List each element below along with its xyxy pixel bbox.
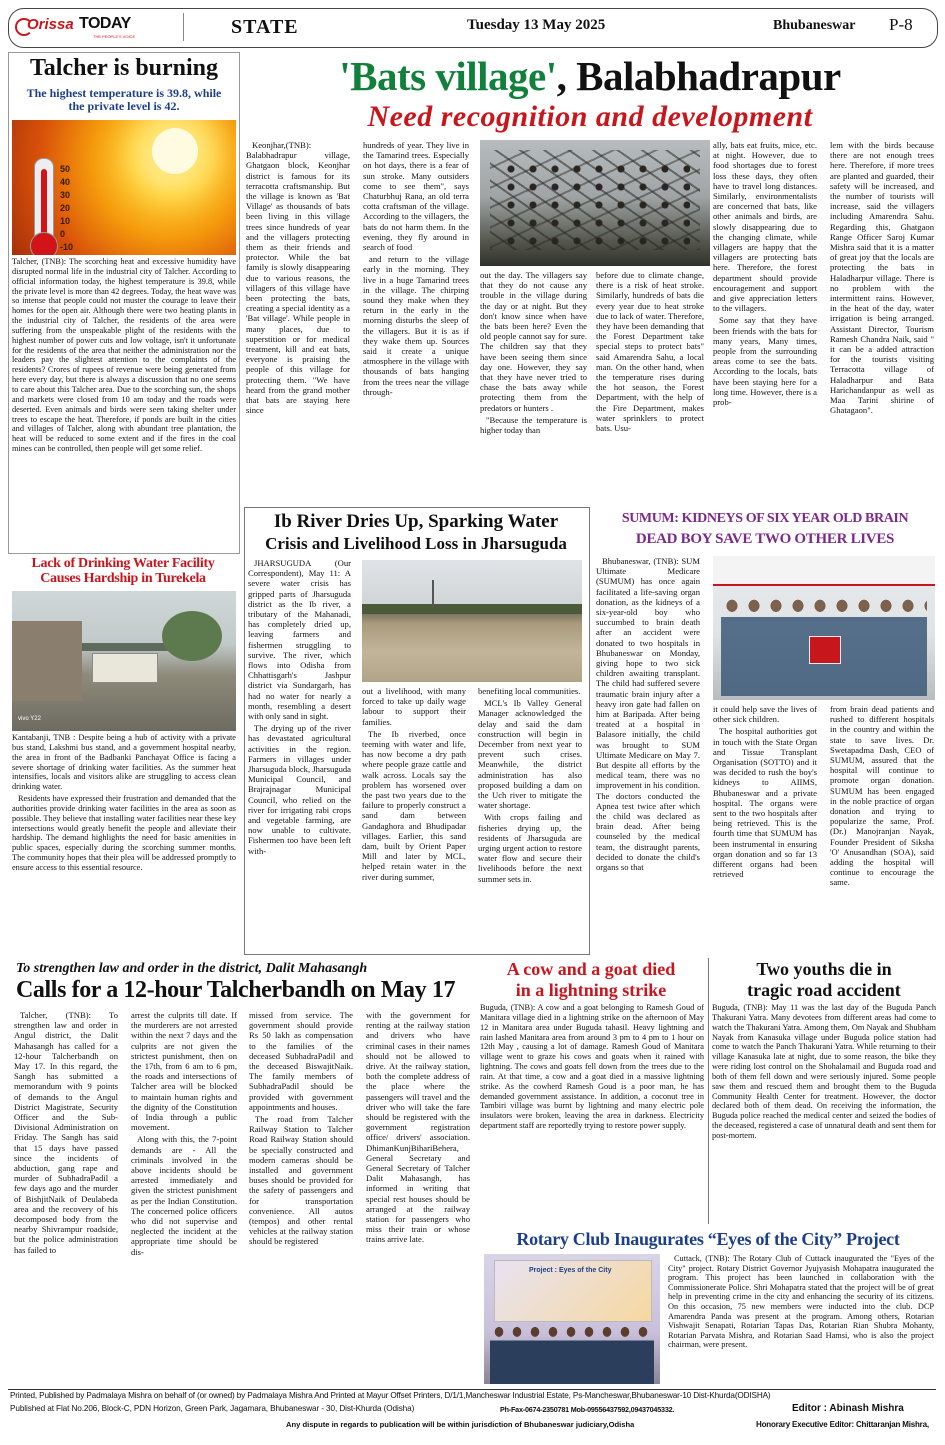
masthead: [8, 8, 938, 48]
footer-jurisdiction: Any dispute in regards to publication will be within jurisdiction of Bhubaneswar judiciary,Odisha: [286, 1420, 635, 1429]
thermometer-scale-label: 10: [60, 216, 71, 226]
bandh-paragraph: arrest the culprits till date. If the murderers are not arrested within the next 7 days and the culprits are not given the strictest punishment, then on the 17th, from 6 am to 6 pm, the roads and intersections of Talcher area will be blocked to maintain human rights and the dignity of the Constitution of India through a public movement.: [131, 1010, 237, 1133]
ib-paragraph: The Ib riverbed, once teeming with water and life, has now become a dry path where people graze cattle and walk across. Locals say the problem has worsened over the past two years due to the failure to properly construct a sand dam between Gandaghora and Bhudipadar villages. Earlier, this sand dam, built by Orient Paper Mill and later by MCL, helped retain water in the river during summer,: [362, 728, 466, 882]
photo-banner: [713, 556, 935, 586]
bandh-paragraph: Talcher, (TNB): To strengthen law and order in Angul district, the Dalit Mahasangh has called for a 12-hour Talcherbandh on May 17. In this regard, the Sangh has submitted a memorandum with 9 points of demands to the Angul District Magistrate, Security Officer and the Sub-Divisional Administration on Friday. The Sangh has said that 15 days have passed since the incidents of abduction, gang rape and murder of SubhadraPadil a few days ago and the murder of BishjitNaik of Deulabeda area and the recovery of his decomposed body from the nearby Shivrampur roadside, but the police administration has failed to: [14, 1010, 118, 1255]
photo-tower: [432, 580, 434, 608]
bats-col-4: [596, 270, 704, 502]
sumum-headline-1: SUMUM: KIDNEYS OF SIX YEAR OLD BRAIN: [621, 511, 909, 526]
youths-headline-1: Two youths die in: [756, 959, 892, 979]
ib-paragraph: With crops failing and fisheries drying up, the residents of Jharsuguda are urging urgent action to restore water flow and secure their livelihoods before the next summer sets in.: [478, 812, 582, 884]
bats-paragraph: "Because the temperature is higher today than: [480, 414, 587, 436]
bats-paragraph: before due to climate change, there is a risk of heat stroke. Similarly, hundreds of bats die every year due to heat stroke due to lack of water. Therefore, they have been demanding that the Forest Department take special steps to protect bats" said Amarendra Sahu, a local man. On the other hand, when the temperature rises during the hot season, the Forest Department, with the help of the Fire Department, makes water sprinklers to protect bats. Usu-: [596, 270, 704, 434]
bandh-paragraph: Along with this, the 7-point demands are - All the criminals involved in the above incidents should be arrested immediately and given the strictest punishment as per the Indian Constitution. The concerned police officers who did not supervise and neglected the incident at the appropriate time should be dis-: [131, 1134, 237, 1257]
bats-col-1: [246, 140, 350, 500]
rotary-headline: Rotary Club Inaugurates “Eyes of the City” Project: [516, 1229, 900, 1249]
bats-paragraph: hundreds of year. They live in the Tamarind trees. Especially on hot days, there is a fear of sun stroke. Many outsiders come to see them", says Chaturbhuj Rana, an old terra cotta craftsman of the village. According to the villagers, the bats do not harm them. In the evening, they fly around in search of food: [363, 140, 469, 253]
bats-col-3: [480, 270, 587, 502]
footer-rule: [8, 1389, 936, 1390]
masthead-divider: [183, 13, 184, 41]
talcher-subheadline: The highest temperature is 39.8, while the private level is 42.: [26, 86, 222, 113]
thermometer-scale-label: 20: [60, 203, 71, 213]
bandh-col-4: [366, 1010, 470, 1384]
photo-tree: [162, 611, 222, 661]
turekela-paragraph: Kantabanji, TNB : Despite being a hub of activity with a private bus stand, Lakshmi bus stand, and a government hospital nearby, the area in front of the Badbanki Panchayat Office is facing a severe shortage of drinking water facilities. As the summer heat intensifies, locals and visitors alike are struggling to access clean drinking water.: [12, 733, 236, 792]
heat-thermometer-photo: [12, 120, 236, 255]
ib-col-1: [248, 558, 351, 950]
footer-phone: Ph-Fax-0674-2350781 Mob-09556437592,09437045332.: [500, 1405, 675, 1414]
rotary-people: [490, 1322, 654, 1384]
bandh-paragraph: missed from service. The government should provide Rs 50 lakh as compensation to the families of the deceased SubhadraPadil and the deceased BiswajitNaik. The family members of SubhadraPadil should be provided with government appointments and houses.: [249, 1010, 353, 1112]
bats-paragraph: out the day. The villagers say that they do not cause any trouble in the village during the day or at night. But they don't know since when have the bats been here? Even the old people cannot say for sure. The children say that they have been seeing them since day one. However, they say that they have never tried to chase the bats away while protecting them from the predators or hunters .: [480, 270, 587, 413]
logo: [15, 14, 163, 40]
cow-headline-2: in a lightning strike: [515, 980, 667, 1000]
bats-headline-black: , Balabhadrapur: [556, 53, 841, 99]
rotary-body: [668, 1254, 934, 1386]
bats-headline: [244, 53, 936, 99]
youths-headline-2: tragic road accident: [747, 980, 901, 1000]
sumum-paragraph: The hospital authorities got in touch with the State Organ and Tissue Transplant Organisation (SOTTO) and it was decided to rush the boy's kidneys to AIIMS, Bhubaneswar and a private hospital. The organs were sent to the two hospitals after being retrieved. This is the fourth time that SUMUM has been instrumental in ensuring organ donation and so far 13 different organs had been retrieved: [713, 726, 817, 880]
sumum-paragraph: it could help save the lives of other sick children.: [713, 704, 817, 725]
ib-headline-2: Crisis and Livelihood Loss in Jharsuguda: [265, 534, 567, 553]
thermometer-scale-label: 30: [60, 190, 71, 200]
photo-bus: [92, 653, 158, 683]
bats-col-5: [713, 140, 817, 502]
rotary-event-photo: [484, 1254, 660, 1384]
hanging-bats: [500, 160, 690, 250]
thermometer-scale-label: 40: [60, 177, 71, 187]
ib-paragraph: MCL's Ib Valley General Manager acknowledged the delay and said the dam construction will begin in December from next year to prevent such crises. Meanwhile, the district administration has also proposed building a dam on the Uch river to mitigate the water shortage.: [478, 698, 582, 811]
sumum-col-1: [596, 556, 700, 952]
ib-headline-1: Ib River Dries Up, Sparking Water: [273, 511, 559, 532]
turekela-headline: Lack of Drinking Water Facility Causes Hardship in Turekela: [31, 556, 215, 586]
talcher-headline: Talcher is burning: [29, 55, 219, 81]
ib-paragraph: out a livelihood, with many forced to take up daily wage labour to support their families.: [362, 686, 466, 727]
logo-orissa: Orissa: [27, 16, 74, 33]
thermometer-scale-label: -10: [60, 242, 74, 252]
bandh-col-1: [14, 1010, 118, 1384]
section-label: STATE: [231, 16, 299, 38]
organ-box: [809, 636, 841, 664]
cow-headline-1: A cow and a goat died: [506, 959, 676, 979]
youths-body: [712, 1003, 936, 1223]
bandh-col-3: [249, 1010, 353, 1384]
sumum-col-3: [830, 704, 934, 952]
turekela-paragraph: Residents have expressed their frustration and demanded that the authorities provide drinking water facilities in the area as soon as possible. They believe that installing water facilities near these key intersections would greatly benefit the people and alleviate their hardship. The demand highlights the need for basic amenities in public spaces, especially during the scorching summer months. The community hopes that their plea will be addressed promptly to ensure access to this essential resource.: [12, 794, 236, 872]
footer-honorary-editor: Honorary Executive Editor: Chittaranjan Mishra,: [756, 1420, 929, 1429]
footer-printer-line: Printed, Published by Padmalaya Mishra on behalf of (or owned) by Padmalaya Mishra And Printed at Mayur Offset Printers, D/1/1,Mancheswar Industrial Estate, Ps-Mancheswar,Bhubaneswar-10 Dist-Khurda(ODISHA): [10, 1391, 771, 1400]
thermometer-scale-label: 0: [60, 229, 66, 239]
youths-paragraph: Buguda, (TNB): May 11 was the last day of the Buguda Panch Thakurani Yatra. Many devotees from different areas had come to watch the Thakurani Yatra. Among them, Om Nayak and Shubham Nayak from Kanasuka village under Buguda police station had come to watch the Panch Thakurani Yatra. While returning to their village Kanasuka late at night, due to some reason, the bike they were riding lost control on the Shohalamail and Buguda road and both of them fell down and were seriously injured. Some people saw them and rescued them and brought them to the Buguda Community Health Center for treatment. However, the doctor declared both of them dead. On receiving the information, the Buguda police reached the medical center and seized the bodies of the deceased, registered a case of unnatural death and sent them for post-mortem.: [712, 1003, 936, 1140]
page-number: P-8: [889, 15, 913, 34]
bandh-headline: Calls for a 12-hour Talcherbandh on May 17: [16, 977, 456, 1003]
photo-far-trees: [362, 604, 582, 614]
rotary-paragraph: Cuttack, (TNB): The Rotary Club of Cuttack inaugurated the "Eyes of the City" project. Rotary District Governor Jyujyasish Mohapatra inaugurated the program. This project has been launched in collaboration with the Commissionerate Police. Shri Mohapatra stated that the project will be of great help in preventing crime in the city and enhancing the security of its citizens. On this occasion, 75 new members were inducted into the club. DCP Amarendra Panda was present at the program. Among others, Rotarian Vishwajit Senapati, Rotarian Tapas Das, Rotarian Rian Shubra Mohanty, Rotarian Parvata Mishra, and Rotarian Saad Hamsi, who is also the project chairman, were present.: [668, 1254, 934, 1350]
rotary-banner: [494, 1260, 652, 1322]
photo-building: [12, 621, 82, 701]
bandh-paragraph: with the government for renting at the railway station and drivers who have criminal cases in their names should not be allowed to drive. At the railway station, both the complete address of the place where the passengers will travel and the driver who will take the fare should be registered with the government registration office/ drivers' association. DhimanKunjBihariBehera, General Secretary and General Secretary of Talcher Dalit Mahasangh, has informed in writing that special rest houses should be arranged at the railway station for passengers who miss their train or whose trains arrive late.: [366, 1010, 470, 1245]
sumum-headline-2: DEAD BOY SAVE TWO OTHER LIVES: [635, 531, 895, 547]
talcher-body: [12, 257, 236, 549]
bats-paragraph: and return to the village early in the morning. They live in a huge Tamarind trees in the village. The chirping sound they make when they return in the early in the morning disturbs the sleep of the villagers. But it is as if they wake them up. Sources said it create a unique atmosphere in the village with thousands of bats hanging from the trees near the village through-: [363, 254, 469, 397]
ib-col-3: [478, 686, 582, 950]
ib-col-2: [362, 686, 466, 950]
ib-paragraph: JHARSUGUDA (Our Correspondent), May 11: A severe water crisis has gripped parts of Jharsuguda district as the Ib river, a tributary of the Mahanadi, has completely dried up, leaving farmers and fishermen struggling to survive. The river, which flows into Odisha from Chhattisgarh's Jashpur district via Sundargarh, has had no water for nearly a month, resembling a desert with only sand in sight.: [248, 558, 351, 722]
bats-paragraph: Keonjhar,(TNB): Balabhadrapur village, Ghatgaon block, Keonjhar district is famous for its terracotta craftsmanship. But the village is known as 'Bat Village' as thousands of bats been living in this village trees since hundreds of year and the villagers protecting them as their friends and protector. While the bat family is slowly disappearing due to various reasons, the villagers of this village have been protecting the bats, creating a special identity as a 'Bat village'. While people in many places, due to superstition or for medical treatment, kill and eat bats, everyone is praising the people of this village for protecting them. "We have heard from the grand mother that bats are staying here since: [246, 140, 350, 416]
cow-paragraph: Buguda, (TNB): A cow and a goat belonging to Ramesh Goud of Manitara village died in a lightning strike on the afternoon of May 12 in Manitara area under Buguda tahasil. Heavy lightning and rain lashed Manitara area from around 3 pm to 4 pm to 1 hour on 12th May , causing a lot of damage. Ramesh Goud of Manitara village went to graze his cows and goats when it rained with lightning. The cows and goats fell down from the trees due to the rain. At that time, a cow and a goat died in a massive lightning strike. As the cowherd Ramesh Goud is a poor man, he has demanded government assistance. In addition, a coconut tree in Tambiri village was burnt by lightning and many electric pole insulators were broken, leaving the area in darkness. Electricity department staff are reportedly trying to restore power supply.: [480, 1003, 704, 1131]
logo-tagline: THE PEOPLE'S VOICE: [93, 34, 136, 39]
sumum-col-2: [713, 704, 817, 952]
bats-tree-photo: [480, 140, 710, 266]
footer-editor: Editor : Abinash Mishra: [792, 1403, 904, 1414]
bats-headline-green: 'Bats village': [339, 53, 557, 99]
ib-paragraph: benefiting local communities.: [478, 686, 581, 696]
sumum-paragraph: from brain dead patients and rushed to different hospitals in the country and within the state to save lives. Dr. Swetapadma Dash, CEO of SUMUM, assured that the hospital will continue to promote organ donation. SUMUM has been engaged in the noble practice of organ donation and trying to popularize the same, Prof. (Dr.) Manojranjan Nayak, Founder President of Siksha 'O' Anusandhan (SOA), said adding the hospital will continue to encourage the same.: [830, 704, 934, 888]
cow-divider: [708, 958, 709, 1224]
issue-date: Tuesday 13 May 2025: [467, 17, 606, 33]
sumum-paragraph: Bhubaneswar, (TNB): SUM Ultimate Medicare (SUMUM) has once again facilitated a life-saving organ donation, as the kidneys of a six-year-old boy who succumbed to brain death after an accident were donated to two hospitals in Bhubaneswar on Monday, giving hope to two sick children awaiting transplant. The child had suffered severe traumatic brain injury after a heavy iron gate had fallen on him at Baripada. After being treated at a hospital in Balasore initially, the child was brought to SUM Ultimate Medicare on May 7. But despite all efforts by the medical team, there was no improvement in his condition. The doctors conducted the Apnea test twice after which the child was declared as brain dead. After being counseled by the medical team, the distraught parents, decided to donate the child's organs so that: [596, 556, 700, 873]
sumum-team-photo: [713, 556, 935, 700]
bats-col-6: [830, 140, 934, 502]
logo-today: TODAY: [79, 15, 131, 32]
bats-subheadline: Need recognition and development: [367, 100, 813, 133]
ib-paragraph: The drying up of the river has devastated agricultural activities in the region. Farmers in villages under Jharsuguda block, Jharsuguda Municipal Council, and Brajrajnagar Municipal Council, who relied on the river for irrigating rabi crops and vegetable farming, are now unable to cultivate. Fishermen too have been left with-: [248, 723, 351, 856]
turekela-body: [12, 733, 236, 955]
bats-paragraph: Some say that they have been friends with the bats for many years, Many times, people from the surrounding areas come to see the bats. According to the locals, bats have been staying here for a long time. However, there is a prob-: [713, 315, 817, 408]
sun-glow: [152, 128, 198, 174]
photo-camera-tag: vivo Y22: [18, 716, 41, 722]
bats-paragraph: ally, bats eat fruits, mice, etc. at night. However, due to food shortages due to forest loss these days, they often have to travel long distances. Similarly, environmentalists are concerned that bats, like other animals and birds, are slowly disappearing due to the changing climate, while villagers are happy that the villagers are protecting bats here. Therefore, the forest department should provide encouragement and support and give appreciation letters to the villagers.: [713, 140, 817, 314]
city-label: Bhubaneswar: [773, 18, 856, 33]
bandh-kicker: To strengthen law and order in the district, Dalit Mahasangh: [16, 961, 368, 976]
bats-col-2: [363, 140, 469, 500]
footer-publisher-line: Published at Flat No.206, Block-C, PDN Horizon, Green Park, Jagamara, Bhubaneswar - 30, Dist-Khurda (Odisha): [10, 1404, 415, 1413]
thermometer-scale-label: 50: [60, 164, 71, 174]
bandh-col-2: [131, 1010, 237, 1384]
dry-riverbed-photo: [362, 560, 582, 682]
thermometer-scale: [60, 164, 86, 254]
bus-stand-photo: [12, 591, 236, 731]
bandh-paragraph: The road from Talcher Railway Station to Talcher Road Railway Station should be specially constructed and modern cameras should be installed and government buses should be provided for the safety of passengers and for transportation convenience. All autos (tempos) and other rental vehicles at the railway station should be registered: [249, 1114, 353, 1247]
cow-body: [480, 1003, 704, 1223]
bats-paragraph: lem with the birds because there are not enough trees here. Therefore, if more trees are planted and guarded, their safety will be increased, and the number of tourists will increase, said the villagers including Amarendra Sahu. Regarding this, Ghatgaon Range Officer Saroj Kumar Mishra said that it is a matter of great joy that the locals are protecting the bats in Haladharpur village. There is no problem with the intermittent rains. However, in the heat of the day, water irrigation is being arranged. Assistant Director, Tourism Ramesh Chandra Naik, said " it can be a added attraction for the tourists visiting Terracotta village of Haladharpur and Bata Harichandanpur as well as Maa Tarini shirine of Ghatagaon".: [830, 140, 934, 416]
rotary-banner-text: Project : Eyes of the City: [529, 1267, 612, 1274]
talcher-paragraph: Talcher, (TNB): The scorching heat and excessive humidity have disrupted normal life in the industrial city of Talcher. According to official information today, the highest temperature is 39.8, while the private level is more than 42 degrees. Today, the heat wave was so intense that people could not muster the courage to leave their homes for the open air. Although there were two heating plants in the industrial city of Talcher, the residents of the area were suffering from the unspeakable plight of the residents with the highest number of power cuts and low voltage, isn't it unfortunate for the residents of the area that neither the administration nor the leaders pay the slightest attention to the complaints of the residents? Crores of rupees of revenue were being generated from here every day, but there is always a discussion that no one seems to care about this Talcher area. Due to the scorching sun, the shops and markets were closed from 10 am today and the roads were deserted. Even animals and birds were seen taking shelter under trees to escape the heat. Therefore, if ponds are built in the cities and villages of Talcher, along with abundant tree plantation, the heat will be reduced to some extent and if the fires in the coal mines can be controlled, then people will get some relief.: [12, 257, 236, 454]
